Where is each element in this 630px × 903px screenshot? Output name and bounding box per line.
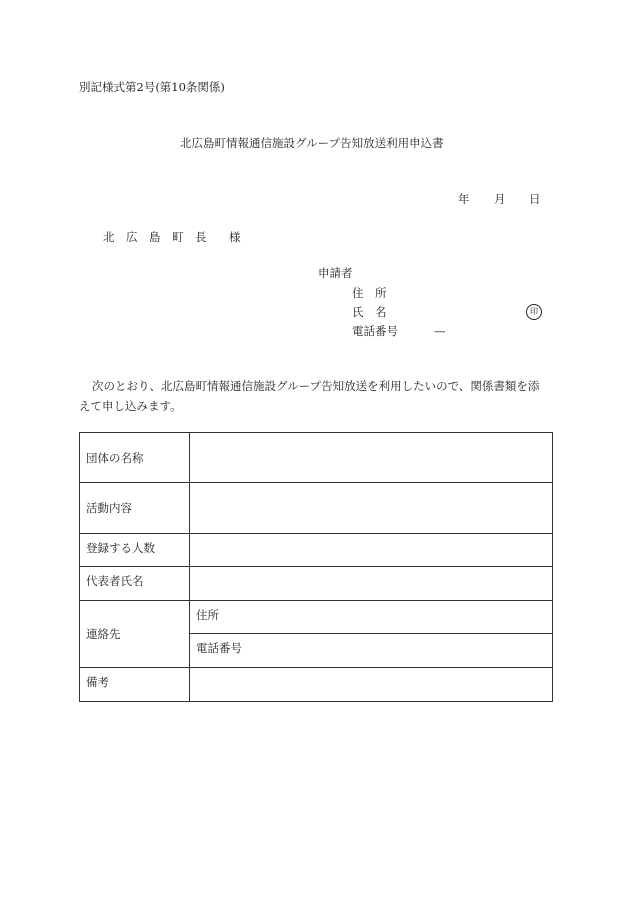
body-line-1: 次のとおり、北広島町情報通信施設グループ告知放送を利用したいので、関係書類を添 [92, 379, 540, 393]
applicant-name-label-1: 氏 [352, 305, 364, 319]
document-title: 北広島町情報通信施設グループ告知放送利用申込書 [180, 136, 444, 150]
application-table [79, 432, 553, 702]
date-month: 月 [494, 192, 506, 206]
label-remarks: 備考 [80, 668, 190, 702]
addressee-char: 北 [103, 230, 115, 244]
label-group-name: 団体の名称 [80, 433, 190, 483]
addressee-char: 町 [172, 230, 184, 244]
label-representative: 代表者氏名 [80, 567, 190, 601]
date-day: 日 [529, 192, 541, 206]
addressee-char: 長 [195, 230, 207, 244]
label-contact: 連絡先 [80, 601, 190, 668]
addressee-char: 島 [149, 230, 161, 244]
applicant-address-label-1: 住 [352, 286, 364, 300]
label-members: 登録する人数 [80, 534, 190, 567]
applicant-phone-label: 電話番号 [352, 324, 398, 338]
field-group-name[interactable] [190, 433, 553, 483]
field-contact-phone[interactable]: 電話番号 [190, 634, 553, 668]
label-activity: 活動内容 [80, 483, 190, 534]
applicant-phone-dash: — [434, 324, 446, 338]
field-representative[interactable] [190, 567, 553, 601]
addressee-char: 広 [126, 230, 138, 244]
field-contact-address[interactable]: 住所 [190, 601, 553, 634]
field-members[interactable] [190, 534, 553, 567]
applicant-name-label-2: 名 [375, 305, 387, 319]
body-line-2: えて申し込みます。 [79, 399, 182, 413]
field-activity[interactable] [190, 483, 553, 534]
date-year: 年 [458, 192, 470, 206]
field-remarks[interactable] [190, 668, 553, 702]
form-number: 別記様式第2号(第10条関係) [79, 80, 225, 94]
addressee-honorific: 様 [229, 230, 241, 244]
applicant-heading: 申請者 [318, 266, 353, 280]
seal-mark: 印 [526, 304, 542, 320]
applicant-address-label-2: 所 [375, 286, 387, 300]
